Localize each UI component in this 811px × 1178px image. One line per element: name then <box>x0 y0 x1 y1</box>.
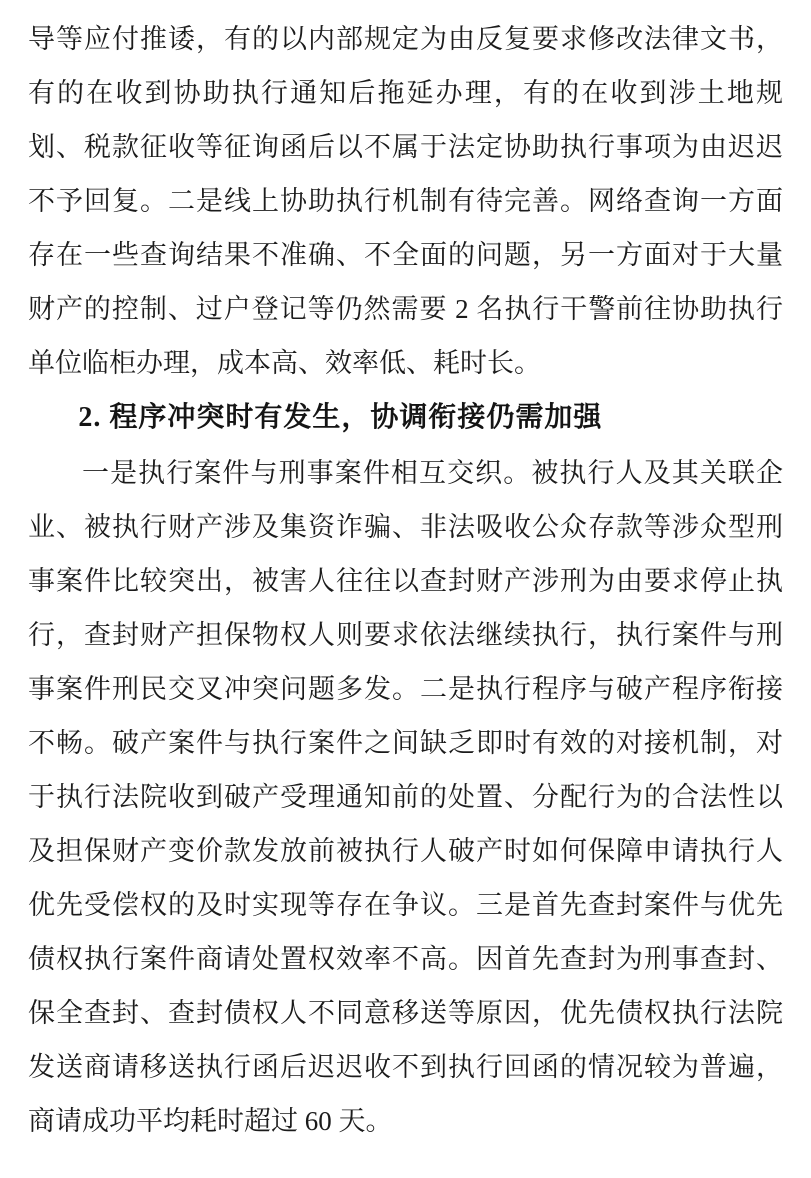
paragraph-continuation: 导等应付推诿，有的以内部规定为由反复要求修改法律文书，有的在收到协助执行通知后拖延办理，有的在收到涉土地规划、税款征收等征询函后以不属于法定协助执行事项为由迟迟不予回复。二是线上协助执行机制有待完善。网络查询一方面存在一些查询结果不准确、不全面的问题，另一方面对于大量财产的控制、过户登记等仍然需要 2 名执行干警前往协助执行单位临柜办理，成本高、效率低、耗时长。 <box>28 24 783 378</box>
paragraph-body: 一是执行案件与刑事案件相互交织。被执行人及其关联企业、被执行财产涉及集资诈骗、非法吸收公众存款等涉众型刑事案件比较突出，被害人往往以查封财产涉刑为由要求停止执行，查封财产担保物权人则要求依法继续执行，执行案件与刑事案件刑民交叉冲突问题多发。二是执行程序与破产程序衔接不畅。破产案件与执行案件之间缺乏即时有效的对接机制，对于执行法院收到破产受理通知前的处置、分配行为的合法性以及担保财产变价款发放前被执行人破产时如何保障申请执行人优先受偿权的及时实现等存在争议。三是首先查封案件与优先债权执行案件商请处置权效率不高。因首先查封为刑事查封、保全查封、查封债权人不同意移送等原因，优先债权执行法院发送商请移送执行函后迟迟收不到执行回函的情况较为普遍，商请成功平均耗时超过 60 天。 <box>28 458 783 1136</box>
section-heading: 2. 程序冲突时有发生，协调衔接仍需加强 <box>78 402 603 433</box>
